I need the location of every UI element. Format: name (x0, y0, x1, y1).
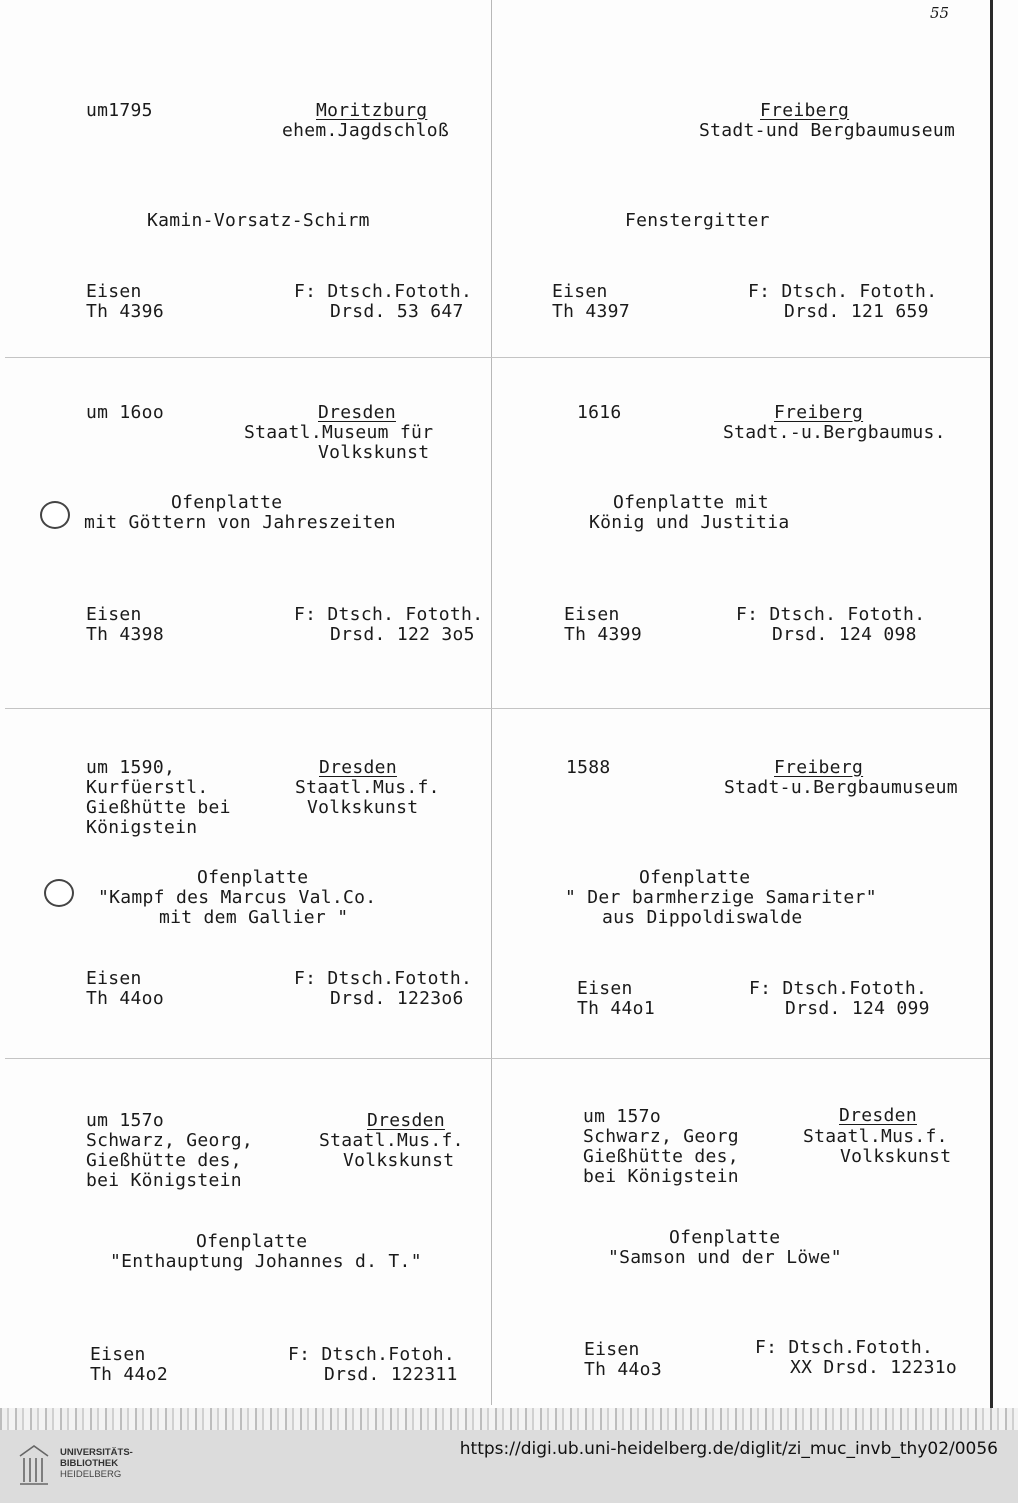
card-institution: Volkskunst (343, 1150, 455, 1171)
card-date: um 1590, (86, 757, 176, 778)
card-title: Fenstergitter (625, 210, 770, 231)
card-title: König und Justitia (589, 512, 790, 533)
card-inventory: Th 4396 (86, 301, 164, 322)
page-number: 55 (930, 4, 950, 22)
card-material: Eisen (90, 1344, 146, 1365)
card-photo-number: Drsd. 122311 (324, 1364, 458, 1385)
card-photo-number: Drsd. 124 099 (785, 998, 930, 1019)
card-inventory: Th 4398 (86, 624, 164, 645)
card-inventory: Th 4397 (552, 301, 630, 322)
card-photo-source: F: Dtsch.Fototh. (294, 281, 473, 302)
library-name (60, 1447, 133, 1480)
card-photo-source: F: Dtsch.Fotoh. (288, 1344, 456, 1365)
card-place: Dresden (319, 757, 397, 778)
card-material: Eisen (577, 978, 633, 999)
card-photo-source: F: Dtsch.Fototh. (749, 978, 928, 999)
card-institution: Staatl.Mus.f. (295, 777, 440, 798)
card-material: Eisen (86, 604, 142, 625)
card-title: "Enthauptung Johannes d. T." (110, 1251, 422, 1272)
card-institution: Stadt-u.Bergbaumuseum (724, 777, 958, 798)
card-institution: Staatl.Mus.f. (803, 1126, 948, 1147)
library-name-line: UNIVERSITÄTS- (60, 1447, 133, 1458)
sheet-edge (990, 0, 993, 1408)
card-place: Freiberg (760, 100, 850, 121)
card-title: mit Göttern von Jahreszeiten (84, 512, 396, 533)
card-maker: Gießhütte bei (86, 797, 231, 818)
card-title: Ofenplatte (171, 492, 283, 513)
card-maker: Gießhütte des, (583, 1146, 739, 1167)
card-material: Eisen (86, 281, 142, 302)
card-title: "Samson und der Löwe" (608, 1247, 842, 1268)
card-place: Dresden (367, 1110, 445, 1131)
punch-hole (40, 501, 70, 529)
card-institution: Staatl.Mus.f. (319, 1130, 464, 1151)
scan-edge-strip (0, 1408, 1018, 1430)
card-photo-source: F: Dtsch.Fototh. (755, 1337, 934, 1358)
card-photo-source: F: Dtsch. Fototh. (736, 604, 926, 625)
card-title: aus Dippoldiswalde (602, 907, 803, 928)
card-title: "Kampf des Marcus Val.Co. (98, 887, 377, 908)
permalink-url[interactable]: https://digi.ub.uni-heidelberg.de/diglit/zi_muc_invb_thy02/0056 (459, 1439, 998, 1459)
card-institution: Volkskunst (307, 797, 419, 818)
card-photo-number: Drsd. 1223o6 (330, 988, 464, 1009)
card-date: um 16oo (86, 402, 164, 423)
card-title: Kamin-Vorsatz-Schirm (147, 210, 370, 231)
card-maker: bei Königstein (86, 1170, 242, 1191)
card-photo-source: F: Dtsch. Fototh. (748, 281, 938, 302)
card-date: um1795 (86, 100, 153, 121)
library-name-line: BIBLIOTHEK (60, 1458, 119, 1469)
card-inventory: Th 44oo (86, 988, 164, 1009)
card-institution: ehem.Jagdschloß (282, 120, 450, 141)
card-photo-number: Drsd. 122 3o5 (330, 624, 475, 645)
card-maker: Schwarz, Georg, (86, 1130, 254, 1151)
card-institution: Stadt.-u.Bergbaumus. (723, 422, 946, 443)
card-maker: Schwarz, Georg (583, 1126, 739, 1147)
punch-hole (44, 879, 74, 907)
card-photo-number: Drsd. 121 659 (784, 301, 929, 322)
card-maker: Kurfüerstl. (86, 777, 209, 798)
card-place: Moritzburg (316, 100, 428, 121)
card-material: Eisen (86, 968, 142, 989)
card-photo-source: F: Dtsch.Fototh. (294, 968, 473, 989)
card-inventory: Th 44o3 (584, 1359, 662, 1380)
card-title: Ofenplatte (639, 867, 751, 888)
card-photo-source: F: Dtsch. Fototh. (294, 604, 484, 625)
card-inventory: Th 44o2 (90, 1364, 168, 1385)
row-divider (5, 1058, 990, 1059)
row-divider (5, 708, 990, 709)
card-institution: Staatl.Museum für (244, 422, 434, 443)
card-place: Dresden (318, 402, 396, 423)
card-maker: Königstein (86, 817, 198, 838)
card-inventory: Th 4399 (564, 624, 642, 645)
card-date: um 157o (86, 1110, 164, 1131)
card-place: Freiberg (774, 757, 864, 778)
card-material: Eisen (584, 1339, 640, 1360)
card-institution: Volkskunst (840, 1146, 952, 1167)
library-name-line: HEIDELBERG (60, 1469, 122, 1480)
card-place: Dresden (839, 1105, 917, 1126)
card-title: Ofenplatte (197, 867, 309, 888)
card-title: " Der barmherzige Samariter" (565, 887, 877, 908)
card-date: 1588 (566, 757, 611, 778)
card-date: 1616 (577, 402, 622, 423)
card-title: Ofenplatte (669, 1227, 781, 1248)
card-photo-number: Drsd. 124 098 (772, 624, 917, 645)
card-institution: Stadt-und Bergbaumuseum (699, 120, 956, 141)
card-institution: Volkskunst (318, 442, 430, 463)
card-inventory: Th 44o1 (577, 998, 655, 1019)
column-divider (491, 0, 492, 1405)
card-date: um 157o (583, 1106, 661, 1127)
row-divider (5, 357, 990, 358)
card-title: Ofenplatte mit (613, 492, 769, 513)
viewer-footer (0, 1430, 1018, 1503)
card-photo-number: Drsd. 53 647 (330, 301, 464, 322)
card-material: Eisen (564, 604, 620, 625)
card-material: Eisen (552, 281, 608, 302)
card-maker: Gießhütte des, (86, 1150, 242, 1171)
card-maker: bei Königstein (583, 1166, 739, 1187)
library-logo-icon (16, 1442, 52, 1486)
card-title: mit dem Gallier " (159, 907, 349, 928)
card-place: Freiberg (774, 402, 864, 423)
card-photo-number: XX Drsd. 12231o (790, 1357, 958, 1378)
card-title: Ofenplatte (196, 1231, 308, 1252)
